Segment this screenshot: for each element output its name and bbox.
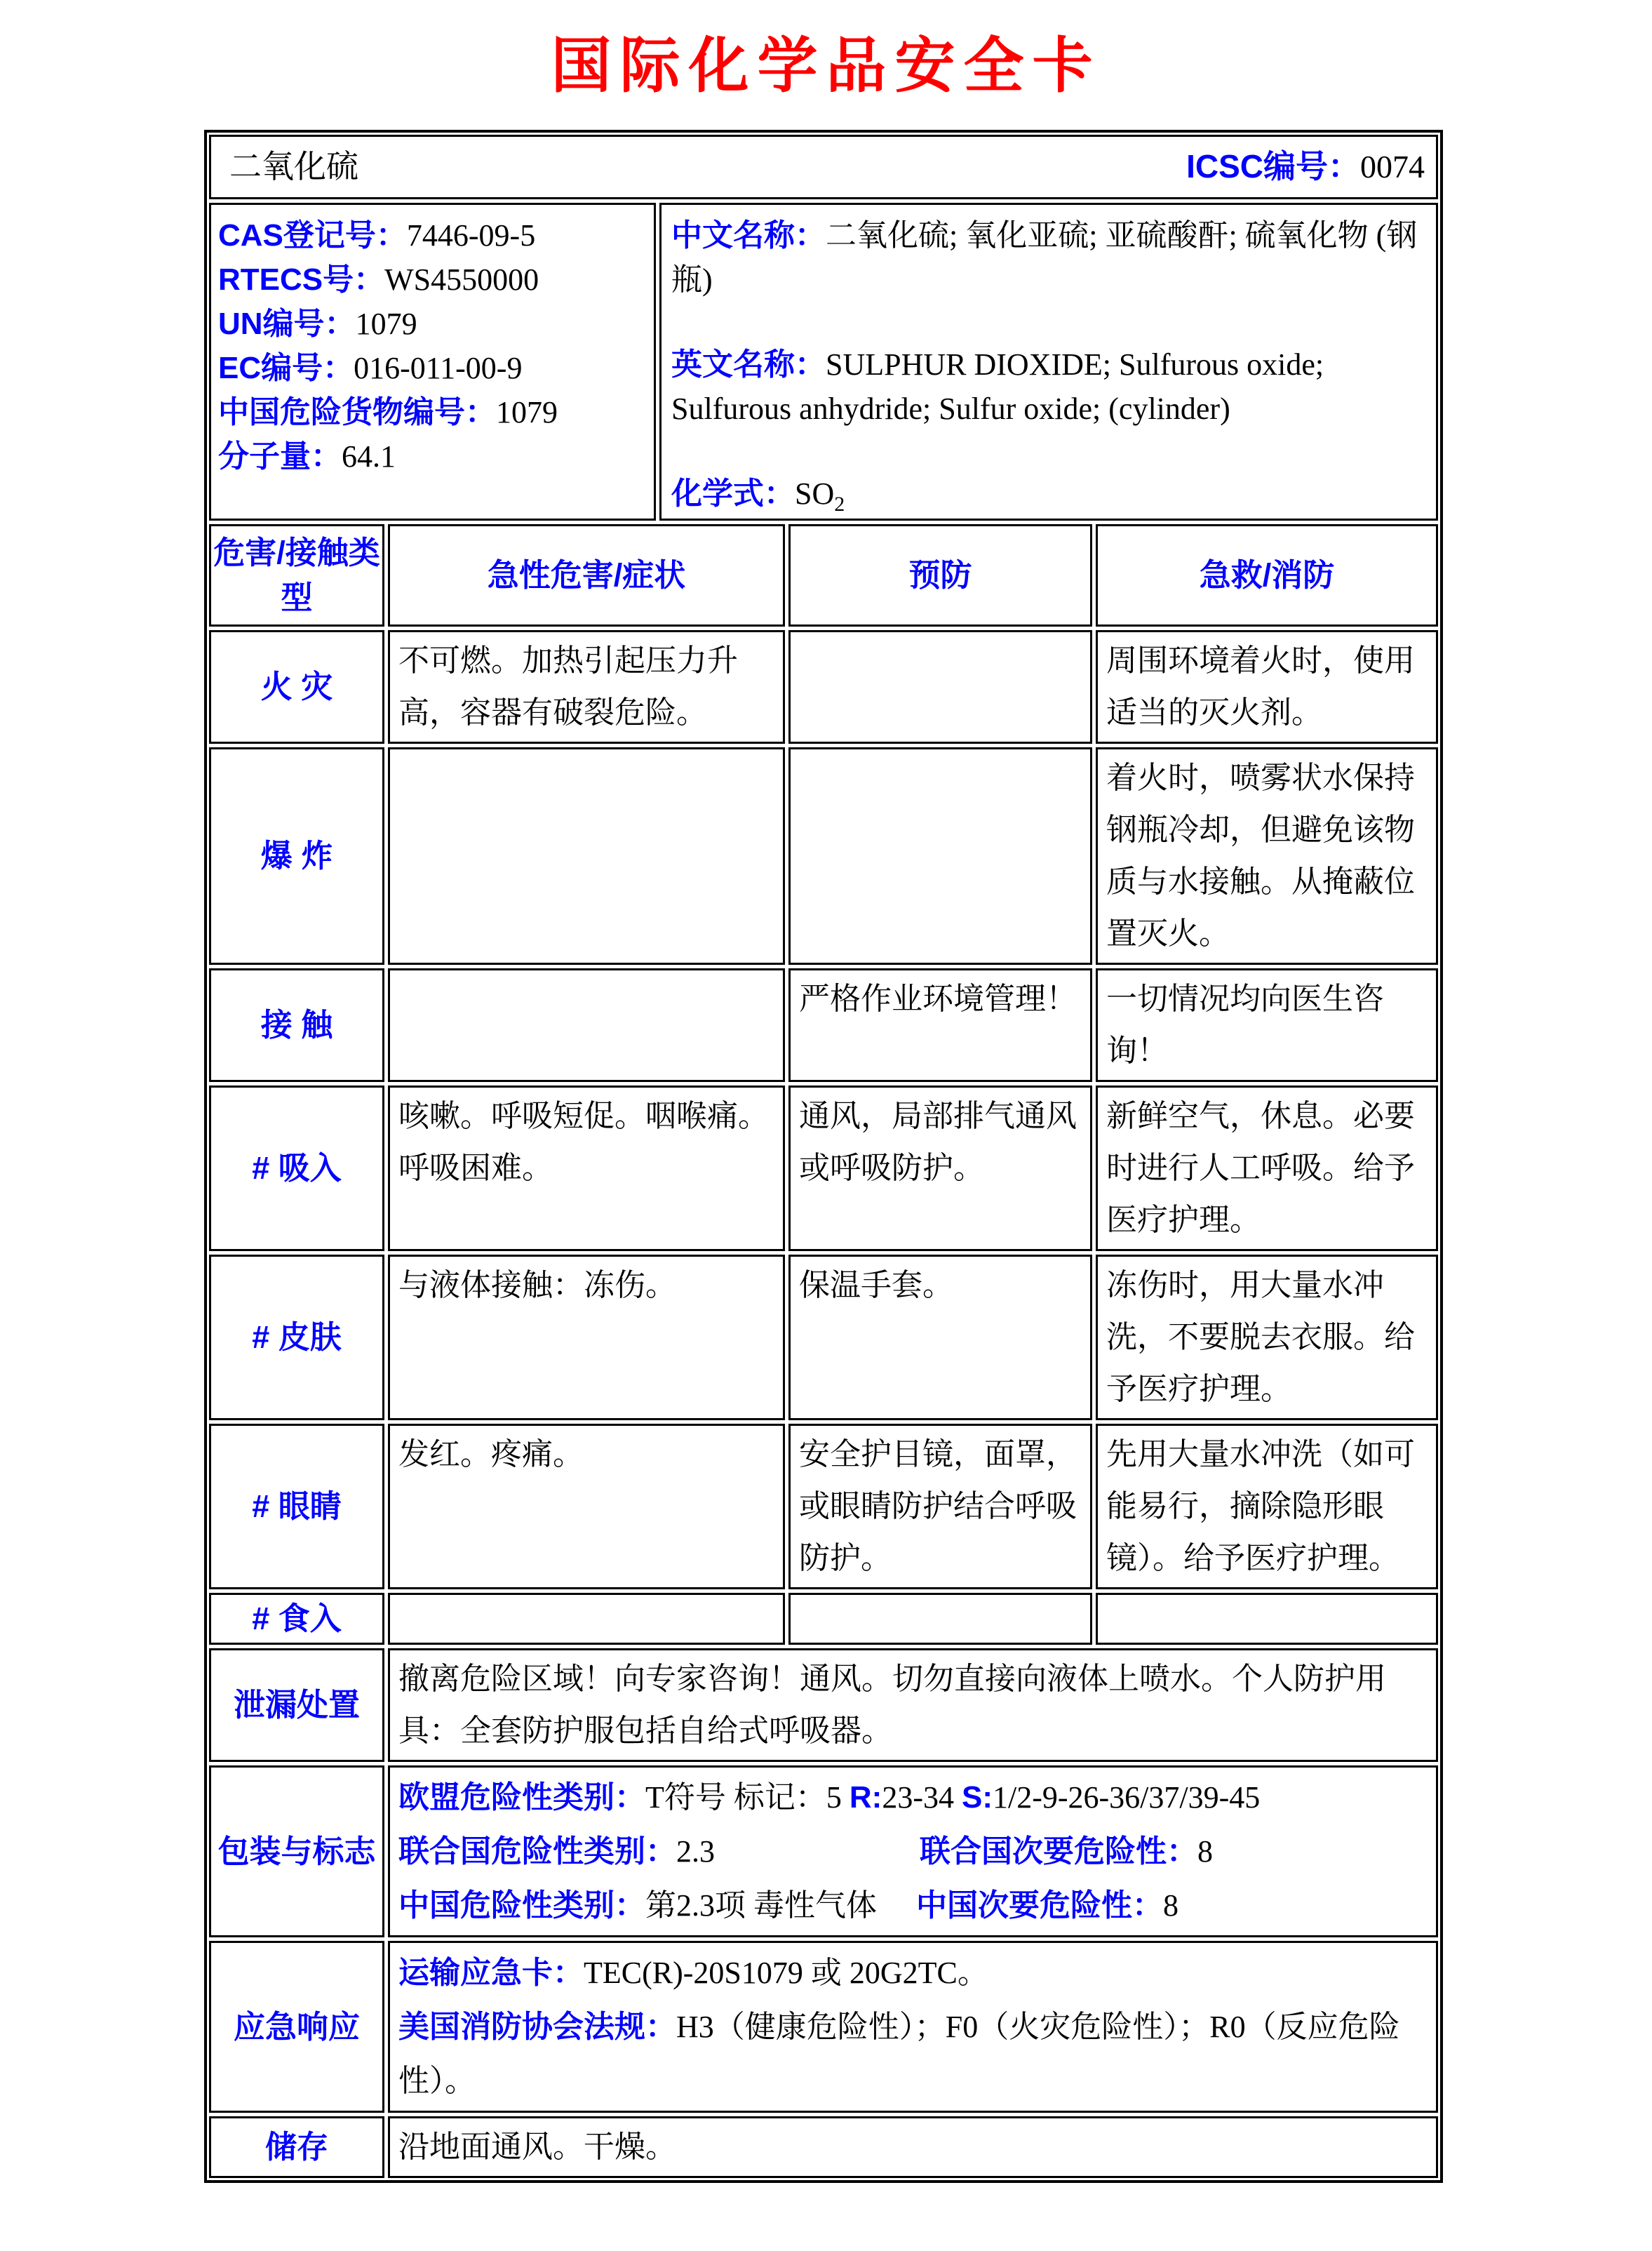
- spill-row: [209, 1648, 1438, 1762]
- header-firstaid: 急救/消防: [1096, 524, 1438, 627]
- molweight-label: 分子量：: [218, 439, 342, 474]
- ingestion-label: # 食入: [209, 1593, 384, 1645]
- icsc-label: ICSC编号：: [1186, 148, 1360, 185]
- nfpa-value: H3（健康危险性）；F0（火灾危险性）；R0（反应危险性）。: [398, 2010, 1400, 2098]
- ingestion-row: [209, 1593, 1438, 1645]
- ec-line: [218, 346, 651, 390]
- inhalation-label: # 吸入: [209, 1086, 384, 1251]
- cn-subrisk-value: 8: [1163, 1888, 1178, 1923]
- formula-base: SO: [795, 476, 835, 511]
- header-symptoms: 急性危害/症状: [388, 524, 785, 627]
- emergency-label: 应急响应: [209, 1941, 384, 2113]
- tec-line: [398, 1946, 1428, 2000]
- identifiers-cell: [209, 203, 656, 521]
- un-label: UN编号：: [218, 307, 356, 341]
- tec-value: TEC(R)-20S1079 或 20G2TC。: [584, 1956, 988, 1990]
- r-phrases-label: R:: [849, 1780, 882, 1815]
- chinese-names: [671, 213, 1426, 302]
- eyes-label: # 眼睛: [209, 1424, 384, 1589]
- eyes-symptom: 发红。疼痛。: [388, 1424, 785, 1589]
- rtecs-value: WS4550000: [384, 262, 539, 297]
- fire-response: 周围环境着火时，使用适当的灭火剂。: [1096, 630, 1438, 744]
- formula-value: [795, 476, 845, 516]
- inhalation-symptom: 咳嗽。呼吸短促。咽喉痛。呼吸困难。: [388, 1086, 785, 1251]
- cn-subrisk-label: 中国次要危险性：: [916, 1888, 1163, 1923]
- explosion-prevention: [788, 747, 1092, 965]
- inhalation-response: 新鲜空气，休息。必要时进行人工呼吸。给予医疗护理。: [1096, 1086, 1438, 1251]
- chemical-name: 二氧化硫: [229, 149, 358, 185]
- inhalation-prevention: 通风，局部排气通风或呼吸防护。: [788, 1086, 1092, 1251]
- skin-response: 冻伤时，用大量水冲洗，不要脱去衣服。给予医疗护理。: [1096, 1255, 1438, 1420]
- storage-row: [209, 2116, 1438, 2178]
- ingestion-symptom: [388, 1593, 785, 1645]
- un-class-label: 联合国危险性类别：: [398, 1834, 676, 1869]
- storage-text: 沿地面通风。干燥。: [388, 2116, 1438, 2178]
- r-phrases-value: 23-34: [882, 1780, 962, 1815]
- formula-label: 化学式：: [671, 476, 795, 511]
- nfpa-line: [398, 2000, 1428, 2108]
- ingestion-response: [1096, 1593, 1438, 1645]
- header-hazard-type: 危害/接触类型: [209, 524, 384, 627]
- icsc-number-group: [1186, 140, 1425, 194]
- cas-value: 7446-09-5: [406, 218, 536, 253]
- eu-class-value: T符号 标记：5: [645, 1780, 849, 1815]
- eyes-response: 先用大量水冲洗（如可能易行，摘除隐形眼镜）。给予医疗护理。: [1096, 1424, 1438, 1589]
- contact-prevention: 严格作业环境管理！: [788, 968, 1092, 1082]
- skin-symptom: 与液体接触：冻伤。: [388, 1255, 785, 1420]
- icsc-number: 0074: [1360, 149, 1425, 185]
- english-name-label: 英文名称：: [671, 347, 826, 382]
- tec-label: 运输应急卡：: [398, 1956, 584, 1990]
- skin-row: [209, 1255, 1438, 1420]
- contact-label: 接 触: [209, 968, 384, 1082]
- s-phrases-label: S:: [961, 1780, 993, 1815]
- skin-label: # 皮肤: [209, 1255, 384, 1420]
- fire-row: [209, 630, 1438, 744]
- name-cell: [209, 135, 1438, 199]
- rtecs-label: RTECS号：: [218, 262, 385, 297]
- fire-prevention: [788, 630, 1092, 744]
- china-dg-line: [218, 390, 651, 434]
- contact-row: [209, 968, 1438, 1082]
- english-name-value: SULPHUR DIOXIDE; Sulfurous oxide; Sulfurous anhydride; Sulfur oxide; (cylinder): [671, 347, 1324, 426]
- cn-class-label: 中国危险性类别：: [398, 1888, 645, 1923]
- packaging-label: 包装与标志: [209, 1765, 384, 1937]
- storage-label: 储存: [209, 2116, 384, 2178]
- china-dg-label: 中国危险货物编号：: [218, 395, 496, 429]
- ingestion-prevention: [788, 1593, 1092, 1645]
- eyes-prevention: 安全护目镜，面罩，或眼睛防护结合呼吸防护。: [788, 1424, 1092, 1589]
- cn-class-line: [398, 1878, 1428, 1932]
- emergency-text: [388, 1941, 1438, 2113]
- contact-response: 一切情况均向医生咨询！: [1096, 968, 1438, 1082]
- cn-class-value: 第2.3项 毒性气体: [645, 1888, 877, 1923]
- emergency-row: [209, 1941, 1438, 2113]
- inhalation-row: [209, 1086, 1438, 1251]
- un-value: 1079: [355, 307, 417, 341]
- spill-text: 撤离危险区域！向专家咨询！通风。切勿直接向液体上喷水。个人防护用具：全套防护服包括自给式呼吸器。: [388, 1648, 1438, 1762]
- chinese-name-value: 二氧化硫; 氧化亚硫; 亚硫酸酐; 硫氧化物 (钢瓶): [671, 218, 1418, 297]
- skin-prevention: 保温手套。: [788, 1255, 1092, 1420]
- name-row: [209, 135, 1438, 199]
- header-prevention: 预防: [788, 524, 1092, 627]
- eu-class-line: [398, 1770, 1428, 1824]
- safety-card-table: [204, 130, 1443, 2183]
- ec-value: 016-011-00-9: [354, 351, 523, 385]
- nfpa-label: 美国消防协会法规：: [398, 2010, 676, 2044]
- molweight-value: 64.1: [342, 439, 396, 474]
- eu-class-label: 欧盟危险性类别：: [398, 1780, 645, 1815]
- un-line: [218, 302, 651, 346]
- contact-symptom: [388, 968, 785, 1082]
- english-names: [671, 342, 1426, 431]
- un-subrisk-label: 联合国次要危险性：: [920, 1834, 1197, 1869]
- packaging-row: [209, 1765, 1438, 1937]
- explosion-response: 着火时，喷雾状水保持钢瓶冷却，但避免该物质与水接触。从掩蔽位置灭火。: [1096, 747, 1438, 965]
- explosion-row: [209, 747, 1438, 965]
- china-dg-value: 1079: [496, 395, 558, 429]
- packaging-text: [388, 1765, 1438, 1937]
- cas-label: CAS登记号：: [218, 218, 407, 253]
- fire-label: 火 灾: [209, 630, 384, 744]
- eyes-row: [209, 1424, 1438, 1589]
- un-class-value: 2.3: [676, 1834, 715, 1869]
- un-class-line: [398, 1824, 1428, 1878]
- formula-line: [671, 472, 1426, 516]
- explosion-symptom: [388, 747, 785, 965]
- page-title: 国际化学品安全卡: [551, 32, 1101, 100]
- chinese-name-label: 中文名称：: [671, 218, 826, 253]
- explosion-label: 爆 炸: [209, 747, 384, 965]
- cas-line: [218, 213, 651, 258]
- hazard-header-row: [209, 524, 1438, 627]
- spill-label: 泄漏处置: [209, 1648, 384, 1762]
- names-cell: [659, 203, 1438, 521]
- un-subrisk-value: 8: [1197, 1834, 1213, 1869]
- identification-row: [209, 203, 1438, 521]
- fire-symptom: 不可燃。加热引起压力升高，容器有破裂危险。: [388, 630, 785, 744]
- s-phrases-value: 1/2-9-26-36/37/39-45: [992, 1780, 1261, 1815]
- ec-label: EC编号：: [218, 351, 354, 385]
- rtecs-line: [218, 258, 651, 302]
- formula-subscript: 2: [834, 492, 845, 516]
- molweight-line: [218, 434, 651, 479]
